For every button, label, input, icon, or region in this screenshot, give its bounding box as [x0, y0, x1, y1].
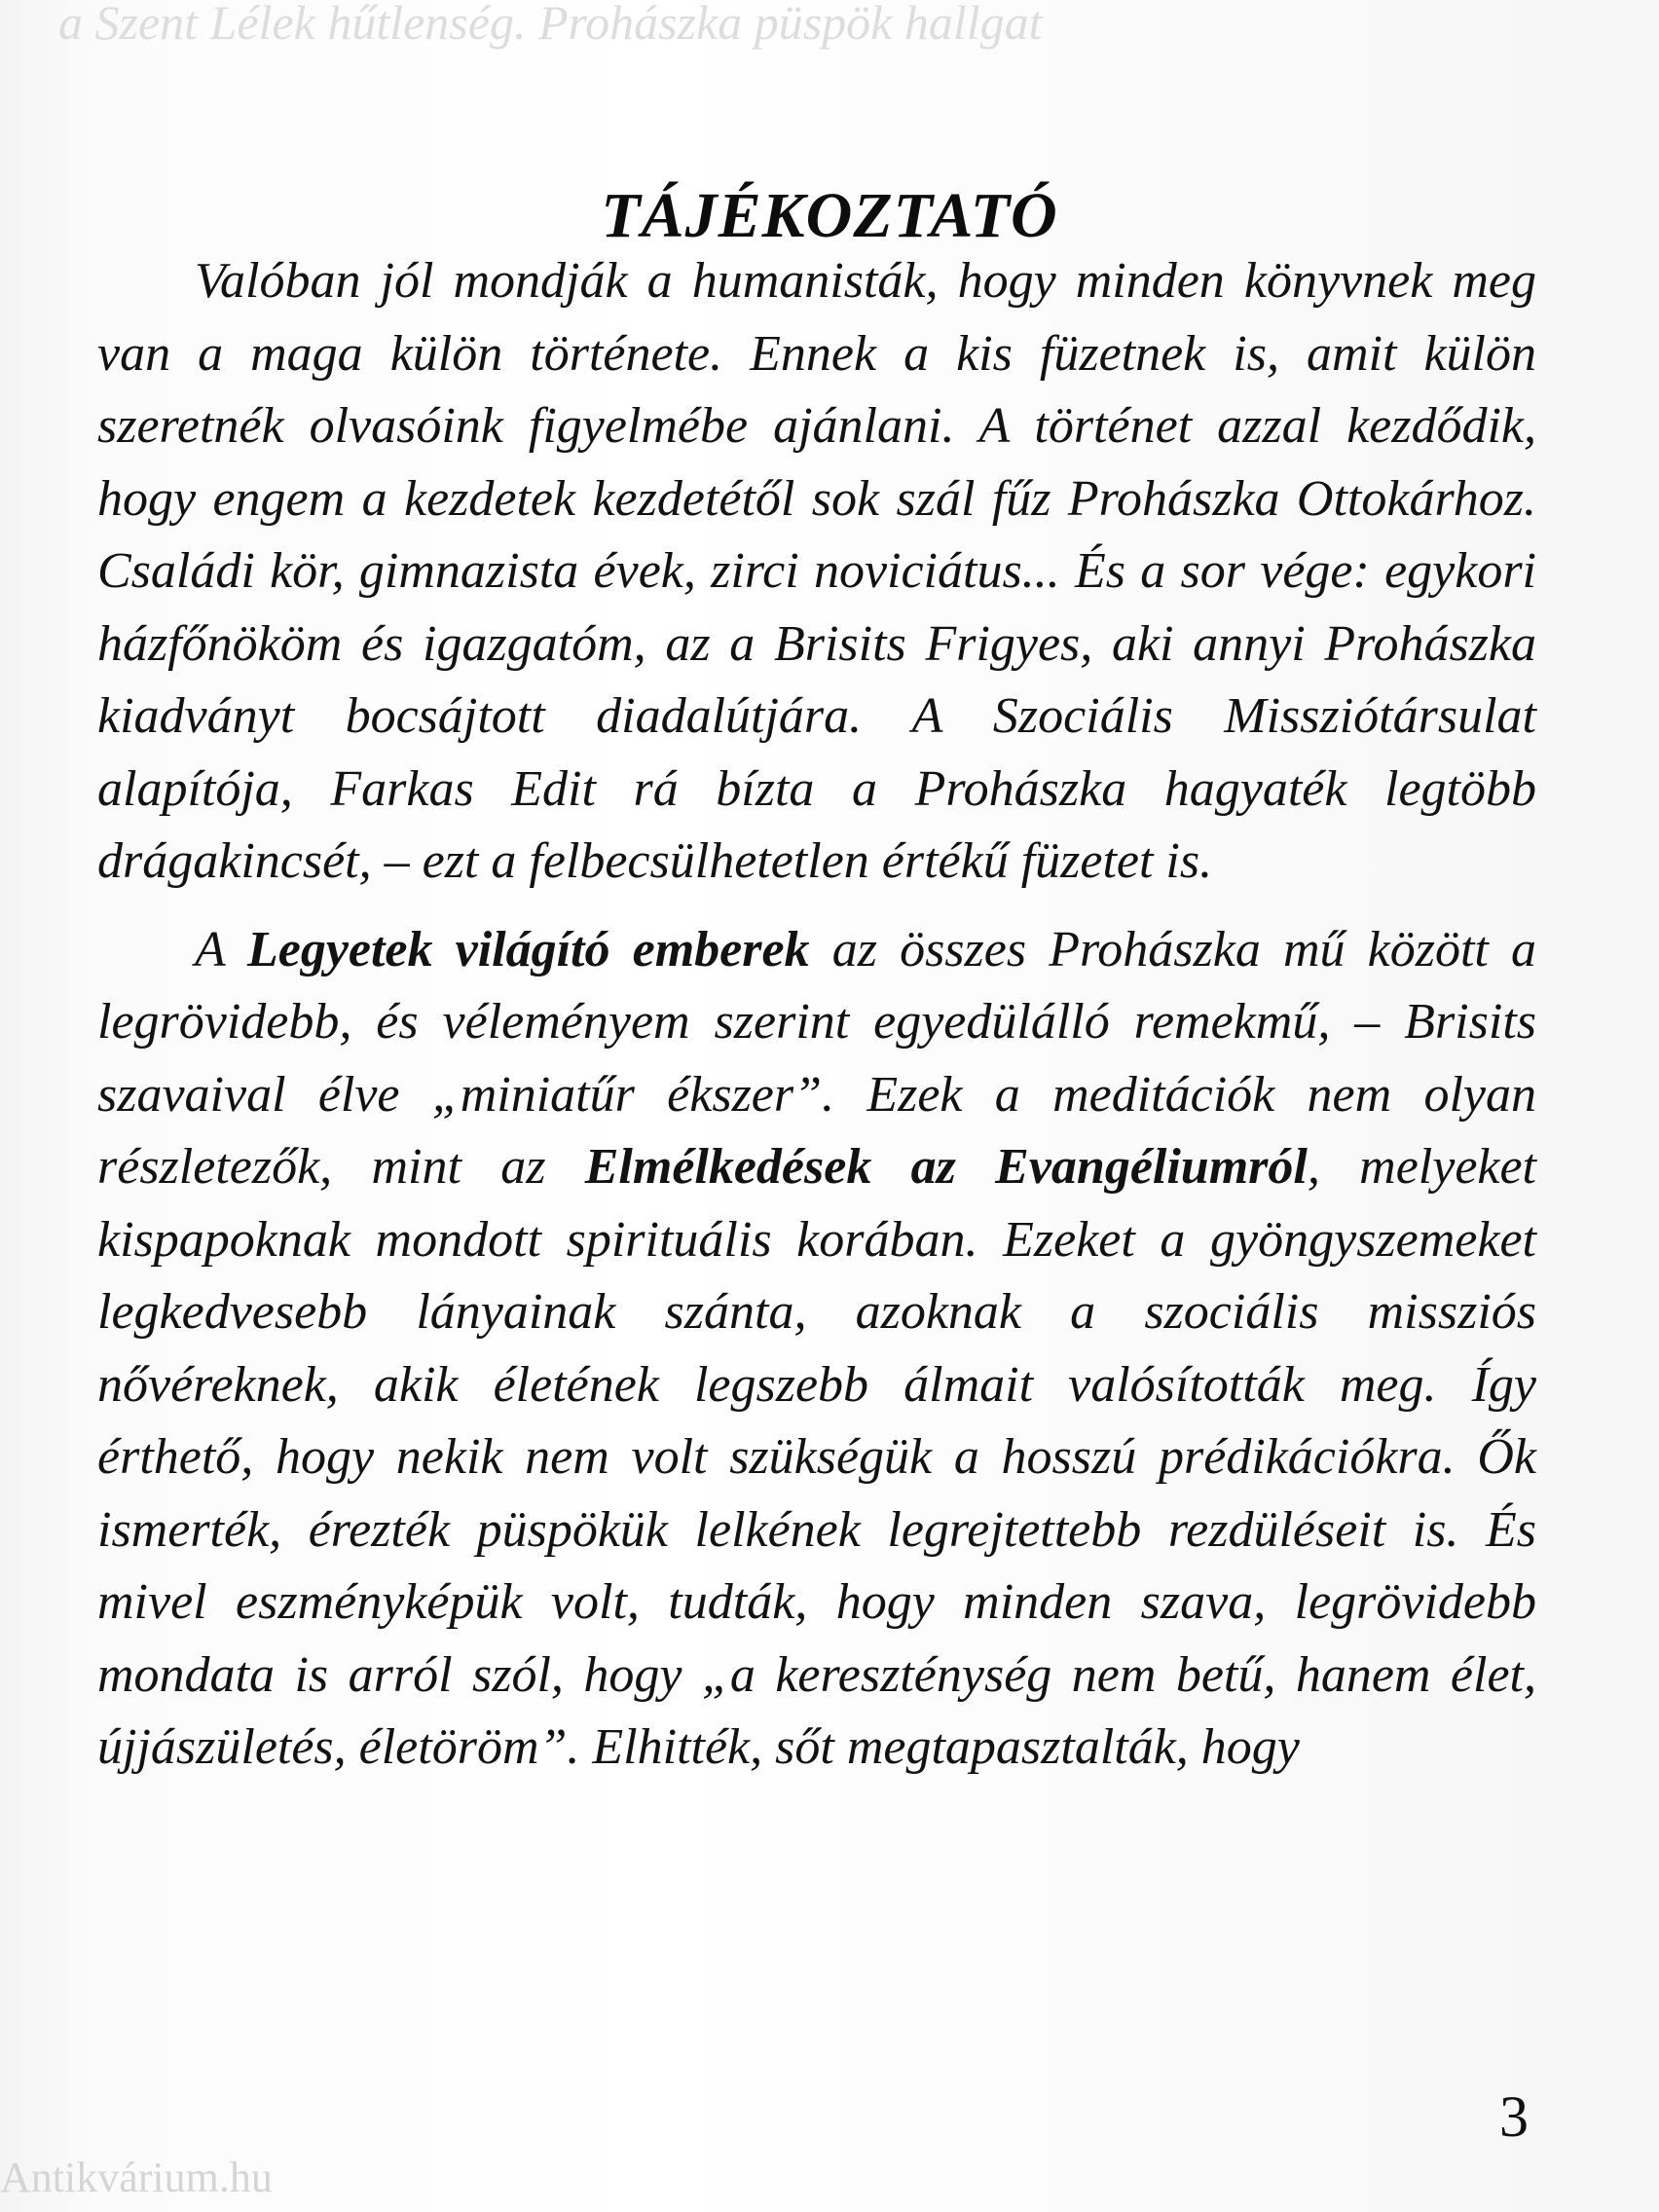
paragraph-1-text: Valóban jól mondják a humanisták, hogy minden könyvnek meg van a maga külön története. Ennek a kis füzetnek is, amit külön szeretnék olvasóink figyelmébe ajánlani. A történet azzal kezdődik, hogy engem a kezdetek kezdetétől sok szál fűz Prohászka Ottokárhoz. Családi kör, gimnazista évek, zirci noviciátus... És a sor vége: egykori házfőnököm és igazgatóm, az a Brisits Frigyes, aki annyi Prohászka kiadványt bocsájtott diadalútjára. A Szociális Missziótársulat alapítója, Farkas Edit rá bízta a Prohászka hagyaték legtöbb drágakincsét, – ezt a felbecsülhetetlen értékű füzetet is. [97, 253, 1536, 889]
body-text [97, 245, 1536, 1785]
show-through-text: a Szent Lélek hűtlenség. Prohászka püspök hallgat [58, 0, 1043, 50]
paragraph-2-run-3: az összes Prohászka mű között a legrövidebb, és véleményem szerint egyedülálló remekmű, – Brisits szavaival élve „miniatűr ékszer”. Ezek a meditációk nem olyan részletezők, mint az [97, 921, 1537, 1195]
page-number: 3 [1499, 2084, 1529, 2149]
paragraph-2-run-1: A [195, 921, 247, 977]
page-title: TÁJÉKOZTATÓ [601, 180, 1058, 252]
book-title-legyetek: Legyetek világító emberek [246, 921, 810, 977]
paragraph-1 [97, 245, 1536, 899]
paragraph-2-run-5: , melyeket kispapoknak mondott spirituális korában. Ezeket a gyöngyszemeket legkedvesebb lányainak szánta, azoknak a szociális missziós nővéreknek, akik életének legszebb álmait valósították meg. Így érthető, hogy nekik nem volt szükségük a hosszú prédikációkra. Ők ismerték, érezték püspökük lelkének legrejtettebb rezdüléseit is. És mivel eszményképük volt, tudták, hogy minden szava, legrövidebb mondata is arról szól, hogy „a kereszténység nem betű, hanem élet, újjászületés, életöröm”. Elhitték, sőt megtapasztalták, hogy [97, 1139, 1537, 1775]
paragraph-2 [97, 914, 1536, 1785]
watermark-strip: Antikvárium.hu [0, 2154, 273, 2201]
book-title-elmelkedesek: Elmélkedések az Evangéliumról [584, 1139, 1308, 1195]
